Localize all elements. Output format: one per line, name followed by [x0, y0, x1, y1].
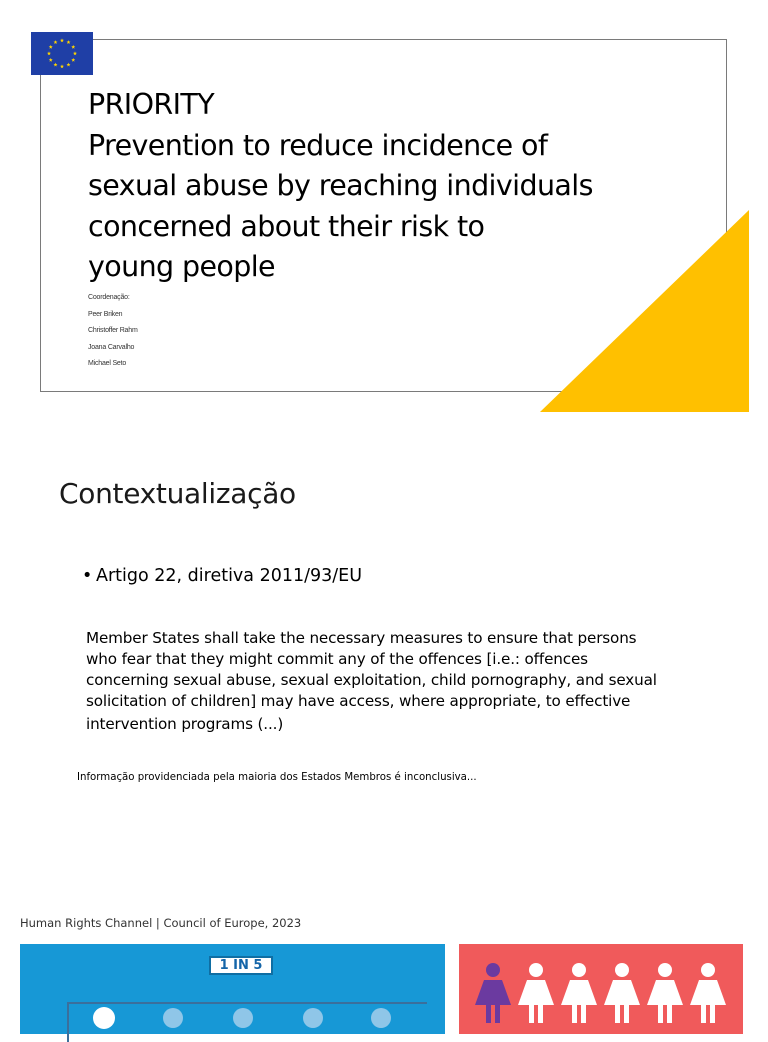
footnote: Informação providenciada pela maioria dos Estados Membros é inconclusiva...: [77, 772, 477, 783]
person-icon: [518, 963, 554, 1023]
figures-panel: [459, 944, 743, 1034]
highlight-dot-icon: [93, 1007, 115, 1029]
credit-name: Michael Seto: [88, 360, 127, 367]
dots-row: [67, 1002, 427, 1042]
bullet-text: Artigo 22, diretiva 2011/93/EU: [96, 566, 363, 586]
title-line: young people: [88, 250, 275, 283]
quote-line: solicitation of children] may have access, where appropriate, to effective: [86, 692, 631, 710]
source-caption: Human Rights Channel | Council of Europe, 2023: [20, 916, 302, 930]
dot-icon: [163, 1008, 183, 1028]
dot-icon: [233, 1008, 253, 1028]
person-icon: [647, 963, 683, 1023]
context-slide: [0, 420, 768, 900]
section-heading: Contextualização: [59, 477, 296, 510]
infographic-slide: [0, 900, 768, 1024]
one-in-five-badge: 1 IN 5: [209, 956, 273, 975]
credit-name: Peer Briken: [88, 310, 123, 318]
eu-flag-logo: [31, 32, 93, 75]
credits-label: Coordenação:: [88, 294, 130, 301]
bullet-icon: •: [82, 566, 93, 586]
title-line: sexual abuse by reaching individuals: [88, 169, 593, 202]
person-icon: [561, 963, 597, 1023]
person-icon: [604, 963, 640, 1023]
credit-name: Joana Carvalho: [88, 343, 135, 351]
quote-line: concerning sexual abuse, sexual exploitation, child pornography, and sexual: [86, 671, 657, 689]
dot-icon: [371, 1008, 391, 1028]
quote-line: who fear that they might commit any of the offences [i.e.: offences: [86, 650, 588, 668]
quote-line: intervention programs (...): [86, 715, 284, 733]
credits-list: [88, 290, 138, 373]
slide-title: [88, 85, 648, 288]
bullet-item: [82, 566, 362, 586]
highlighted-person-icon: [475, 963, 511, 1023]
title-line: Prevention to reduce incidence of: [88, 128, 548, 162]
title-line: concerned about their risk to: [88, 209, 485, 243]
quote-line: Member States shall take the necessary measures to ensure that persons: [86, 629, 637, 647]
one-in-five-panel: [20, 944, 445, 1034]
dot-icon: [303, 1008, 323, 1028]
title-slide: [0, 0, 768, 420]
credit-name: Christoffer Rahm: [88, 327, 138, 334]
person-icon: [690, 963, 726, 1023]
title-line: PRIORITY: [88, 88, 215, 121]
directive-quote: [86, 628, 686, 735]
